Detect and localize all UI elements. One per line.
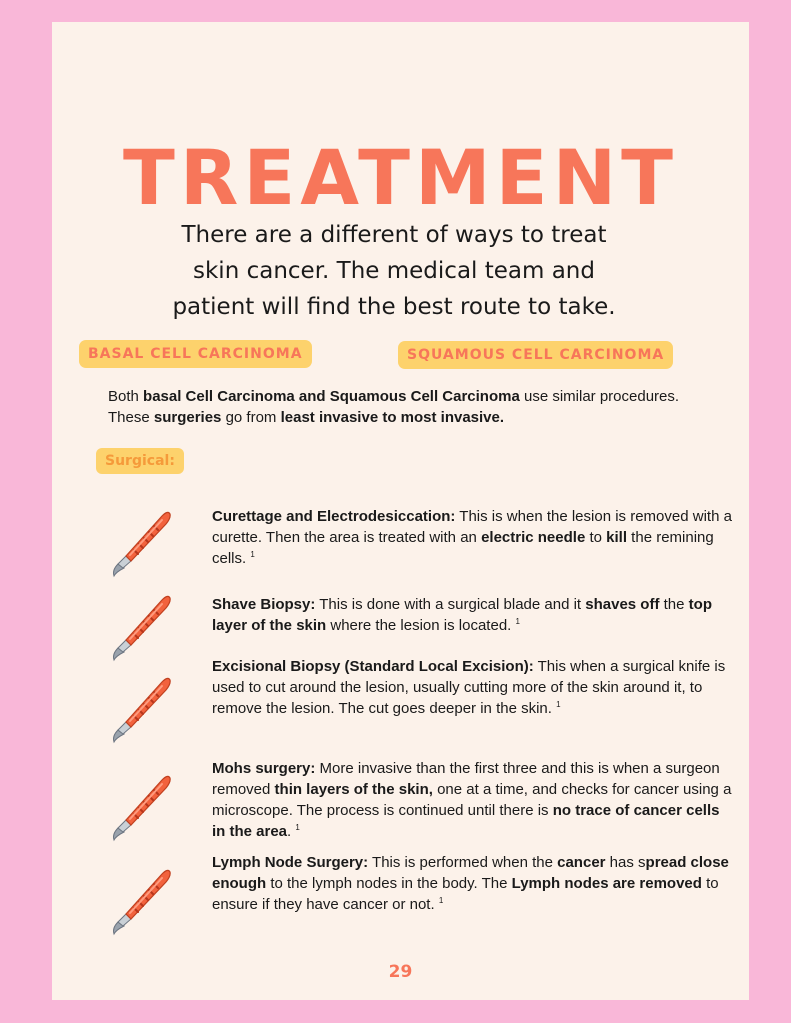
procedure-bold: kill (606, 529, 628, 546)
procedure-curettage (212, 506, 732, 569)
intro-line-2: skin cancer. The medical team and (193, 258, 595, 284)
procedure-bold: cancer (557, 854, 606, 871)
procedure-name: Excisional Biopsy (Standard Local Excision): (212, 658, 534, 675)
surgical-tag: Surgical: (96, 448, 184, 474)
procedure-bold: Lymph nodes are removed (511, 875, 702, 892)
procedure-text: where the lesion is located. (326, 617, 512, 634)
summary-bold: least invasive to most invasive. (280, 409, 505, 426)
scalpel-icon (104, 582, 176, 662)
basal-cell-carcinoma-tag: BASAL CELL CARCINOMA (79, 340, 312, 368)
footnote-ref: 1 (438, 896, 444, 905)
page-title: TREATMENT (122, 133, 679, 222)
summary-bold: surgeries (153, 409, 222, 426)
procedure-lymph-node-surgery (212, 852, 732, 915)
scalpel-icon (104, 498, 176, 578)
page-number: 29 (388, 962, 413, 982)
procedure-bold: top layer of the skin (212, 596, 712, 634)
procedure-text: to ensure if they have cancer or not. (212, 875, 719, 913)
procedure-text: one at a time, and checks for cancer using a microscope. The process is continued until there is (212, 781, 732, 819)
procedure-bold: shaves off (585, 596, 660, 613)
procedure-bold: pread close enough (212, 854, 729, 892)
procedure-text: the remining cells. (212, 529, 714, 567)
procedure-name: Shave Biopsy: (212, 596, 316, 613)
intro-line-3: patient will find the best route to take. (172, 294, 616, 320)
summary-part: Both (108, 388, 144, 405)
scalpel-icon (104, 762, 176, 842)
procedure-bold: electric needle (481, 529, 586, 546)
footnote-ref: 1 (250, 550, 255, 559)
procedure-excisional-biopsy (212, 656, 732, 719)
procedure-text: This is done with a surgical blade and it (315, 596, 586, 613)
procedure-name: Curettage and Electrodesiccation: (212, 508, 456, 525)
procedure-text: to the lymph nodes in the body. The (266, 875, 512, 892)
procedure-text: This is performed when the (368, 854, 558, 871)
intro-line-1: There are a different of ways to treat (181, 222, 607, 248)
procedure-name: Mohs surgery: (212, 760, 316, 777)
summary-part: go from (221, 409, 281, 426)
footnote-ref: 1 (515, 617, 520, 626)
scalpel-icon (104, 664, 176, 744)
page (52, 22, 749, 1000)
footnote-ref: 1 (556, 700, 561, 709)
procedure-mohs-surgery (212, 758, 732, 842)
procedure-text: has s (605, 854, 646, 871)
procedure-text: the (659, 596, 689, 613)
procedure-shave-biopsy (212, 594, 732, 636)
summary-part: use similar procedures. These (108, 388, 680, 426)
procedure-bold: thin layers of the skin, (274, 781, 433, 798)
intro-text (64, 217, 724, 325)
procedure-text: This when a surgical knife is used to cut around the lesion, usually cutting more of the skin around it, to remove the lesion. The cut goes deeper in the skin. (212, 658, 726, 717)
summary-text (108, 386, 688, 428)
footnote-ref: 1 (295, 823, 300, 832)
procedure-bold: no trace of cancer cells in the area (212, 802, 720, 840)
procedure-text: to (585, 529, 607, 546)
procedure-text: This is when the lesion is removed with a curette. Then the area is treated with an (212, 508, 732, 546)
squamous-cell-carcinoma-tag: SQUAMOUS CELL CARCINOMA (398, 341, 673, 369)
scalpel-icon (104, 856, 176, 936)
procedure-text: . (287, 823, 292, 840)
procedure-text: More invasive than the first three and this is when a surgeon removed (212, 760, 720, 798)
summary-bold: basal Cell Carcinoma and Squamous Cell Carcinoma (143, 388, 520, 405)
procedure-name: Lymph Node Surgery: (212, 854, 369, 871)
